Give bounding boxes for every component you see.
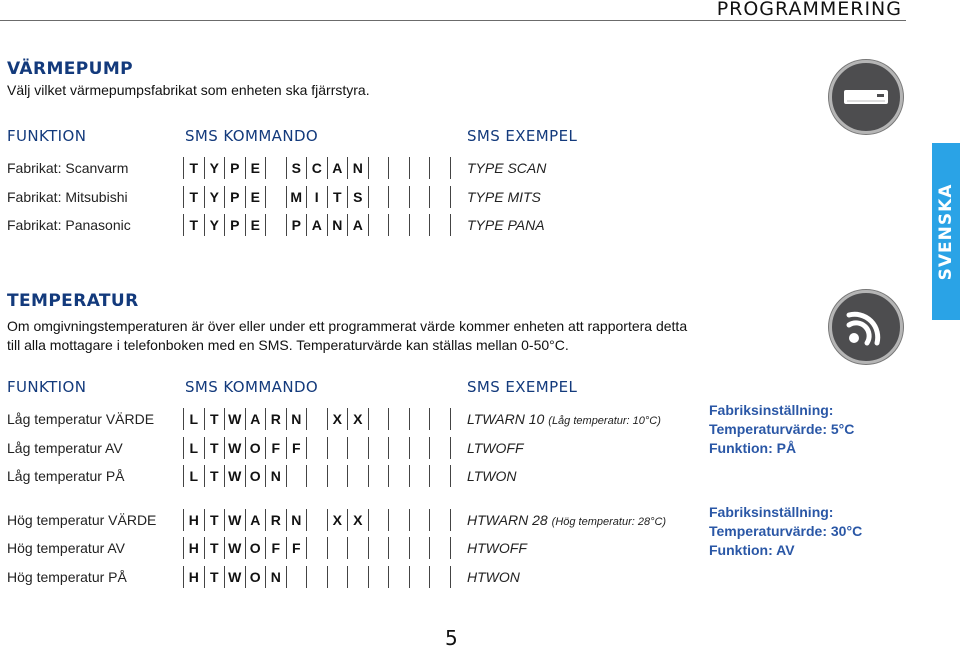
command-cell [307, 509, 328, 531]
page-number: 5 [445, 626, 458, 646]
command-cell: W [225, 465, 246, 487]
heatpump-col-example: SMS EXEMPEL [467, 127, 578, 145]
command-cell [328, 537, 349, 559]
command-cell: F [266, 437, 287, 459]
heatpump-row-function: Fabrikat: Scanvarm [7, 160, 129, 176]
command-cell: N [348, 157, 369, 179]
command-cell: O [246, 566, 267, 588]
command-cell: X [328, 509, 349, 531]
high-temp-row-function: Hög temperatur AV [7, 540, 126, 556]
command-cell [348, 566, 369, 588]
command-cell: W [225, 408, 246, 430]
command-cell [369, 214, 390, 236]
high-temp-row-function: Hög temperatur VÄRDE [7, 512, 157, 528]
heatpump-row-function: Fabrikat: Panasonic [7, 217, 131, 233]
command-cell [389, 437, 410, 459]
heatpump-col-command: SMS KOMMANDO [185, 127, 319, 145]
factory-setting-function: Funktion: AV [709, 542, 795, 558]
command-cell: H [184, 509, 205, 531]
sms-command-grid [183, 509, 451, 531]
command-cell [369, 537, 390, 559]
factory-setting-value: Temperaturvärde: 5°C [709, 421, 855, 437]
command-cell [430, 437, 451, 459]
command-cell [348, 465, 369, 487]
command-cell [287, 465, 308, 487]
low-temp-row-example: LTWOFF [467, 440, 524, 456]
command-cell [328, 566, 349, 588]
command-cell: S [348, 186, 369, 208]
heatpump-description: Välj vilket värmepumpsfabrikat som enheten ska fjärrstyra. [7, 82, 370, 98]
command-cell: N [266, 465, 287, 487]
command-cell [410, 214, 431, 236]
high-temp-row-example [467, 512, 666, 528]
command-cell [410, 157, 431, 179]
command-cell: C [307, 157, 328, 179]
command-cell: T [205, 437, 226, 459]
command-cell [430, 157, 451, 179]
command-cell: Y [205, 186, 226, 208]
command-cell: N [287, 509, 308, 531]
command-cell: P [225, 214, 246, 236]
command-cell [287, 566, 308, 588]
command-cell [307, 537, 328, 559]
heatpump-col-function: FUNKTION [7, 127, 87, 145]
command-cell [410, 186, 431, 208]
command-cell: T [205, 465, 226, 487]
high-temp-row-function: Hög temperatur PÅ [7, 569, 127, 585]
command-cell: F [287, 537, 308, 559]
low-temp-factory-setting [709, 401, 854, 458]
command-cell [430, 509, 451, 531]
heatpump-row-example: TYPE MITS [467, 189, 541, 205]
factory-setting-title: Fabriksinställning: [709, 504, 834, 520]
temperature-col-function: FUNKTION [7, 378, 87, 396]
command-cell [266, 186, 287, 208]
command-cell [410, 509, 431, 531]
low-temp-row-function: Låg temperatur AV [7, 440, 123, 456]
command-cell: N [287, 408, 308, 430]
example-command: LTWARN 10 [467, 411, 545, 427]
command-cell: T [205, 566, 226, 588]
wireless-signal-icon [829, 290, 903, 364]
command-cell [369, 437, 390, 459]
factory-setting-function: Funktion: PÅ [709, 440, 797, 456]
command-cell [348, 437, 369, 459]
command-cell [410, 566, 431, 588]
sms-command-grid [183, 214, 451, 236]
command-cell [410, 437, 431, 459]
command-cell [328, 437, 349, 459]
command-cell: T [205, 509, 226, 531]
command-cell: T [205, 537, 226, 559]
command-cell: W [225, 537, 246, 559]
heatpump-row-example: TYPE PANA [467, 217, 545, 233]
sms-command-grid [183, 465, 451, 487]
command-cell: W [225, 566, 246, 588]
command-cell: N [266, 566, 287, 588]
command-cell: X [328, 408, 349, 430]
command-cell [266, 214, 287, 236]
command-cell [307, 437, 328, 459]
temperature-col-example: SMS EXEMPEL [467, 378, 578, 396]
example-note: (Hög temperatur: 28°C) [551, 516, 667, 528]
command-cell: A [307, 214, 328, 236]
command-cell [389, 537, 410, 559]
command-cell [430, 465, 451, 487]
command-cell: T [184, 157, 205, 179]
command-cell: P [225, 157, 246, 179]
command-cell [410, 408, 431, 430]
temperature-description-line2: till alla mottagare i telefonboken med en SMS. Temperaturvärde kan ställas mellan 0-50°C. [7, 337, 569, 353]
command-cell: T [184, 186, 205, 208]
factory-setting-title: Fabriksinställning: [709, 402, 834, 418]
command-cell [328, 465, 349, 487]
command-cell: Y [205, 157, 226, 179]
command-cell: L [184, 437, 205, 459]
command-cell [389, 566, 410, 588]
command-cell: O [246, 465, 267, 487]
command-cell [369, 157, 390, 179]
page-header-title: PROGRAMMERING [716, 0, 902, 20]
example-note: (Låg temperatur: 10°C) [548, 415, 661, 427]
command-cell [389, 509, 410, 531]
command-cell: L [184, 408, 205, 430]
command-cell: X [348, 509, 369, 531]
sms-command-grid [183, 408, 451, 430]
sms-command-grid [183, 186, 451, 208]
command-cell [266, 157, 287, 179]
command-cell: F [287, 437, 308, 459]
command-cell [389, 465, 410, 487]
command-cell [389, 186, 410, 208]
command-cell [369, 186, 390, 208]
command-cell: W [225, 437, 246, 459]
heatpump-row-example: TYPE SCAN [467, 160, 547, 176]
command-cell: E [246, 157, 267, 179]
high-temp-row-example: HTWON [467, 569, 520, 585]
command-cell [389, 157, 410, 179]
command-cell: T [328, 186, 349, 208]
sms-command-grid [183, 537, 451, 559]
command-cell: T [184, 214, 205, 236]
command-cell: E [246, 214, 267, 236]
command-cell [430, 566, 451, 588]
command-cell [389, 408, 410, 430]
sms-command-grid [183, 566, 451, 588]
low-temp-row-example [467, 411, 661, 427]
command-cell [369, 408, 390, 430]
command-cell [307, 408, 328, 430]
command-cell [430, 186, 451, 208]
command-cell: S [287, 157, 308, 179]
command-cell: R [266, 408, 287, 430]
command-cell: A [246, 408, 267, 430]
sms-command-grid [183, 157, 451, 179]
command-cell: A [348, 214, 369, 236]
command-cell [389, 214, 410, 236]
command-cell: T [205, 408, 226, 430]
temperature-section-title: TEMPERATUR [7, 291, 139, 311]
factory-setting-value: Temperaturvärde: 30°C [709, 523, 863, 539]
command-cell: I [307, 186, 328, 208]
command-cell: P [287, 214, 308, 236]
command-cell [369, 465, 390, 487]
command-cell [410, 537, 431, 559]
high-temp-factory-setting [709, 503, 862, 560]
command-cell [307, 566, 328, 588]
command-cell [369, 509, 390, 531]
command-cell: H [184, 537, 205, 559]
sms-command-grid [183, 437, 451, 459]
command-cell: N [328, 214, 349, 236]
command-cell: A [328, 157, 349, 179]
command-cell [348, 537, 369, 559]
low-temp-row-function: Låg temperatur PÅ [7, 468, 125, 484]
command-cell: O [246, 537, 267, 559]
command-cell [430, 214, 451, 236]
command-cell: F [266, 537, 287, 559]
heatpump-row-function: Fabrikat: Mitsubishi [7, 189, 128, 205]
command-cell: W [225, 509, 246, 531]
command-cell [307, 465, 328, 487]
example-command: HTWARN 28 [467, 512, 548, 528]
command-cell [410, 465, 431, 487]
language-tab-label: SVENSKA [936, 183, 956, 280]
header-divider [0, 20, 906, 21]
command-cell [369, 566, 390, 588]
command-cell: E [246, 186, 267, 208]
low-temp-row-function: Låg temperatur VÄRDE [7, 411, 155, 427]
temperature-description-line1: Om omgivningstemperaturen är över eller under ett programmerat värde kommer enheten att rapportera detta [7, 318, 688, 334]
air-conditioner-icon [829, 60, 903, 134]
command-cell: M [287, 186, 308, 208]
language-tab [932, 143, 960, 320]
command-cell: P [225, 186, 246, 208]
temperature-col-command: SMS KOMMANDO [185, 378, 319, 396]
command-cell: H [184, 566, 205, 588]
command-cell: Y [205, 214, 226, 236]
command-cell: A [246, 509, 267, 531]
heatpump-section-title: VÄRMEPUMP [7, 59, 134, 79]
command-cell: R [266, 509, 287, 531]
command-cell: X [348, 408, 369, 430]
command-cell [430, 537, 451, 559]
high-temp-row-example: HTWOFF [467, 540, 527, 556]
command-cell: O [246, 437, 267, 459]
command-cell: L [184, 465, 205, 487]
command-cell [430, 408, 451, 430]
low-temp-row-example: LTWON [467, 468, 517, 484]
